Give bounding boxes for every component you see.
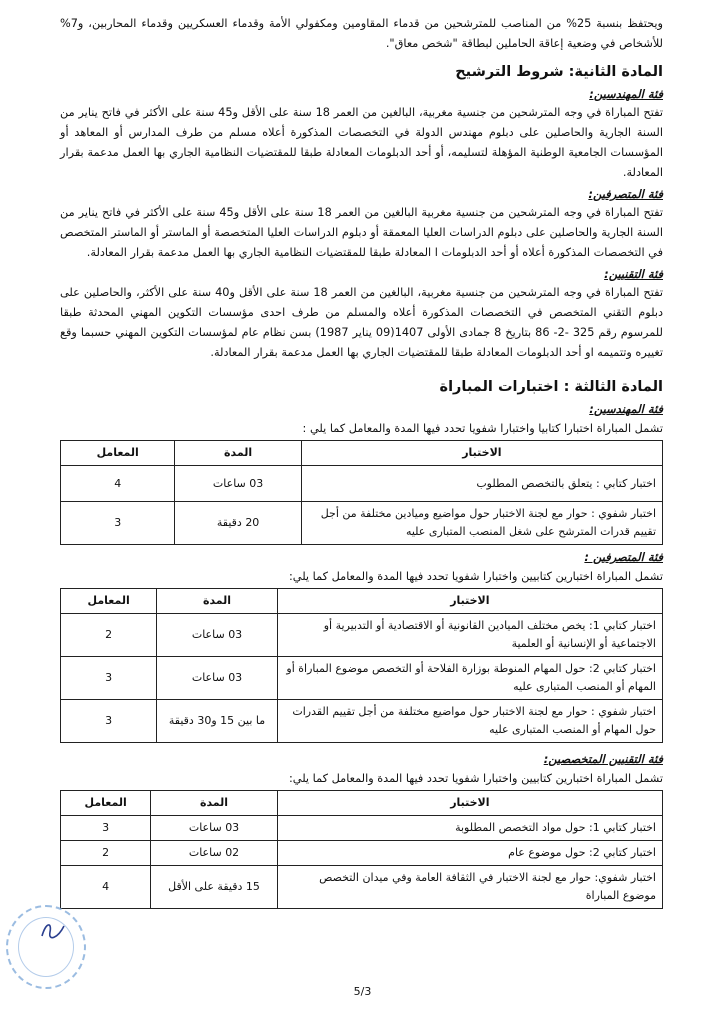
exam-engineers-label: فئة المهندسين: <box>589 402 663 416</box>
technicians-exam-table <box>60 790 663 909</box>
cell-test: اختبار كتابي 2: حول المهام المنوطة بوزارة الفلاحة أو التخصص موضوع المباراة أو المهام أو المنصب المتبارى عليه <box>277 657 662 700</box>
exam-technicians-label: فئة التقنيين المتخصصين: <box>543 752 663 766</box>
signature-mark <box>38 918 68 942</box>
exam-administrators-intro: تشمل المباراة اختبارين كتابيين واختبارا شفويا تحدد فيها المدة والمعامل كما يلي: <box>288 570 663 583</box>
cell-duration: 03 ساعات <box>157 657 277 700</box>
administrators-conditions: تفتح المباراة في وجه المترشحين من جنسية مغربية البالغين من العمر 18 سنة على الأقل و45 سنة على الأكثر في فاتح يناير من السنة الجارية والحاصلين على دبلوم الدراسات العليا المعمقة أو دبلوم الدراسات العليا المتخصصة أو الماستر أو الماستر المتخصص في التخصصات المذكورة أعلاه أو أحد الدبلومات ا المعادلة طبقا للمقتضيات النظامية الجاري بها العمل مدعمة بقرار المعادلة. <box>60 206 664 259</box>
cell-duration: 03 ساعات <box>151 816 277 841</box>
exam-administrators-label: فئة المتصرفين : <box>584 550 663 564</box>
cell-coef: 4 <box>61 866 151 909</box>
cell-duration: ما بين 15 و30 دقيقة <box>157 700 277 743</box>
cell-test: اختبار كتابي 1: يخص مختلف الميادين القانونية أو الاقتصادية أو التدبيرية أو الاجتماعية أو الإنسانية أو العلمية <box>277 614 662 657</box>
engineers-label: فئة المهندسين: <box>589 87 663 101</box>
exam-technicians-intro: تشمل المباراة اختبارين كتابيين واختبارا شفويا تحدد فيها المدة والمعامل كما يلي: <box>288 772 663 785</box>
cell-coef: 4 <box>61 466 175 502</box>
header-test: الاختبار <box>277 791 662 816</box>
header-test: الاختبار <box>277 589 662 614</box>
cell-duration: 03 ساعات <box>175 466 301 502</box>
cell-duration: 15 دقيقة على الأقل <box>151 866 277 909</box>
table-header-row <box>61 589 663 614</box>
document-page <box>60 14 663 1024</box>
table-header-row <box>61 791 663 816</box>
cell-coef: 3 <box>61 502 175 545</box>
engineers-conditions: تفتح المباراة في وجه المترشحين من جنسية مغربية، البالغين من العمر 18 سنة على الأقل و45 سنة على الأكثر في فاتح يناير من السنة الجارية والحاصلين على دبلوم مهندس الدولة في التخصصات المذكورة أعلاه مسلم من طرف المدارس أو المعاهد أو المؤسسات الجامعية الوطنية المؤهلة لتسليمه، أو أحد الدبلومات المعادلة طبقا للمقتضيات النظامية الجاري بها العمل مدعمة بقرار المعادلة. <box>60 106 663 179</box>
cell-test: اختبار كتابي : يتعلق بالتخصص المطلوب <box>301 466 662 502</box>
cell-test: اختبار كتابي 1: حول مواد التخصص المطلوبة <box>277 816 662 841</box>
engineers-exam-table <box>60 440 663 545</box>
administrators-label: فئة المتصرفين: <box>588 187 663 201</box>
header-duration: المدة <box>151 791 277 816</box>
header-duration: المدة <box>157 589 277 614</box>
quota-paragraph: ويحتفظ بنسبة 25% من المناصب للمترشحين من قدماء المقاومين ومكفولي الأمة وقدماء العسكريين وقدماء المحاربين، و7% للأشخاص في وضعية إعاقة الحاملين لبطاقة "شخص معاق". <box>60 17 663 50</box>
cell-test: اختبار شفوي : حوار مع لجنة الاختبار حول مواضيع مختلفة من أجل تقييم القدرات حول المهام أو المنصب المتبارى عليه <box>277 700 662 743</box>
cell-coef: 2 <box>61 614 157 657</box>
cell-coef: 3 <box>61 816 151 841</box>
table-row <box>61 816 663 841</box>
administrators-exam-table <box>60 588 663 743</box>
technicians-conditions: تفتح المباراة في وجه المترشحين من جنسية مغربية، البالغين من العمر 18 سنة على الأقل و40 سنة على الأكثر، والحاصلين على دبلوم التقني المتخصص في التخصصات المذكورة أعلاه والمسلم من طرف احدى مؤسسات التكوين المهني المحدثة طبقا للمرسوم رقم 325 -2- 86 بتاريخ 8 جمادى الأولى 1407(09 يناير 1987) بسن نظام عام لمؤسسات التكوين المهني حسبما وقع تغييره وتتميمه او أحد الدبلومات المعادلة طبقا للمقتضيات الجاري بها العمل مدعمة بقرار المعادلة. <box>60 286 663 359</box>
cell-coef: 2 <box>61 841 151 866</box>
table-row <box>61 466 663 502</box>
section-3-title: المادة الثالثة : اختبارات المباراة <box>439 379 663 395</box>
table-row <box>61 614 663 657</box>
cell-test: اختبار كتابي 2: حول موضوع عام <box>277 841 662 866</box>
technicians-label: فئة التقنيين: <box>604 267 663 281</box>
page-number: 5/3 <box>353 985 372 998</box>
table-row <box>61 657 663 700</box>
table-row <box>61 841 663 866</box>
table-row <box>61 866 663 909</box>
header-duration: المدة <box>175 441 301 466</box>
cell-duration: 20 دقيقة <box>175 502 301 545</box>
exam-engineers-intro: تشمل المباراة اختبارا كتابيا واختبارا شفويا تحدد فيها المدة والمعامل كما يلي : <box>302 422 663 435</box>
header-coef: المعامل <box>61 441 175 466</box>
table-row <box>61 502 663 545</box>
cell-duration: 03 ساعات <box>157 614 277 657</box>
header-coef: المعامل <box>61 791 151 816</box>
cell-coef: 3 <box>61 657 157 700</box>
table-header-row <box>61 441 663 466</box>
table-row <box>61 700 663 743</box>
header-test: الاختبار <box>301 441 662 466</box>
cell-test: اختبار شفوي: حوار مع لجنة الاختبار في الثقافة العامة وفي ميدان التخصص موضوع المباراة <box>277 866 662 909</box>
cell-coef: 3 <box>61 700 157 743</box>
header-coef: المعامل <box>61 589 157 614</box>
cell-duration: 02 ساعات <box>151 841 277 866</box>
cell-test: اختبار شفوي : حوار مع لجنة الاختبار حول مواضيع وميادين مختلفة من أجل تقييم قدرات المترشح على شغل المنصب المتبارى عليه <box>301 502 662 545</box>
section-2-title: المادة الثانية: شروط الترشيح <box>455 64 663 80</box>
